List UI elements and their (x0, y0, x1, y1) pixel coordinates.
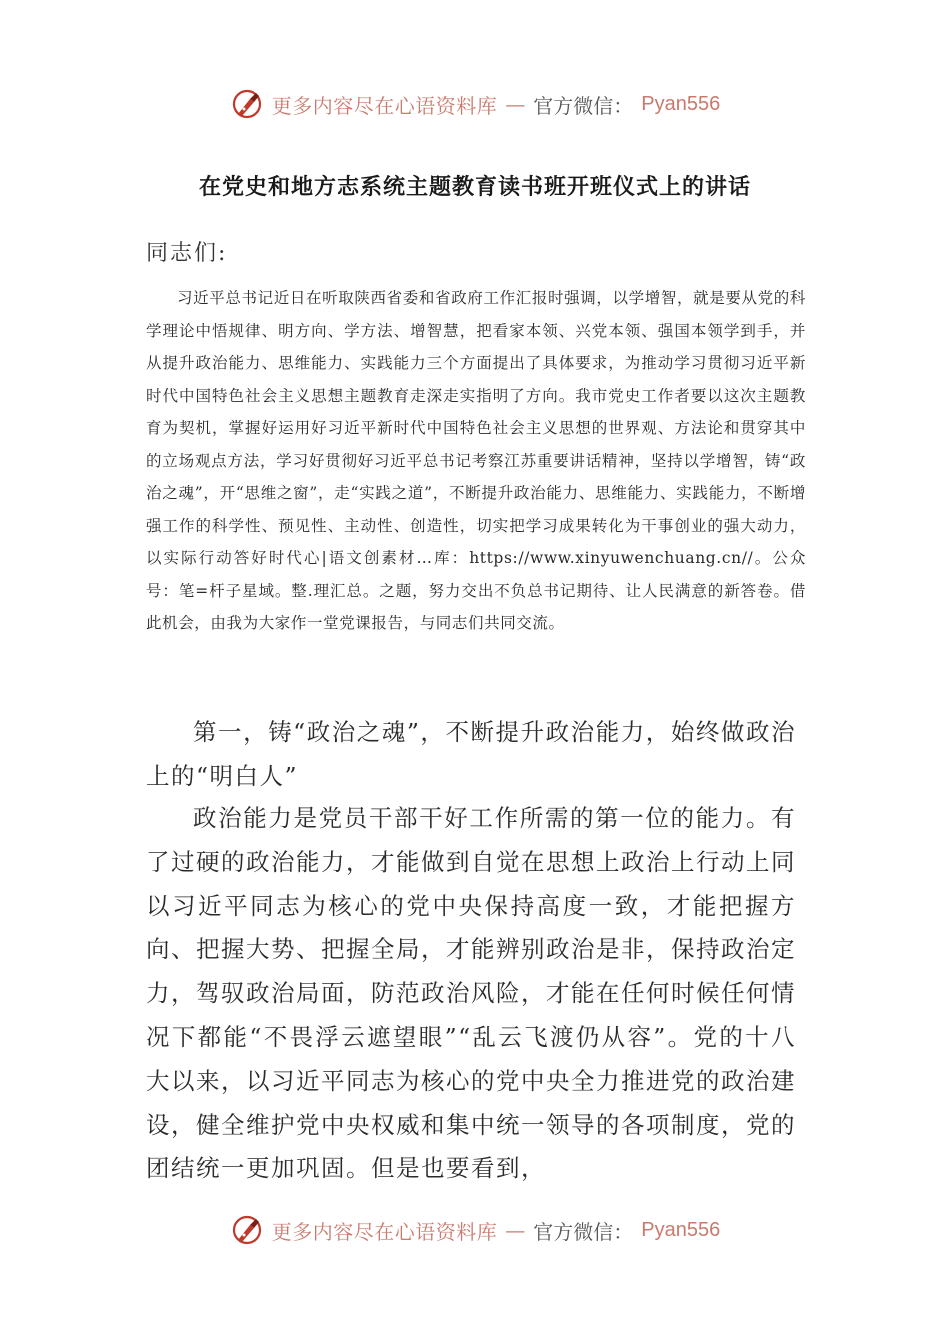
banner-dash: — (505, 1218, 526, 1242)
banner-main-text: 更多内容尽在心语资料库 (271, 1219, 498, 1244)
footer-banner (0, 1210, 950, 1250)
banner-main-text: 更多内容尽在心语资料库 (271, 93, 498, 118)
banner-dash: — (505, 92, 526, 116)
banner-account: Pyan556 (641, 1218, 721, 1241)
intro-paragraph: 习近平总书记近日在听取陕西省委和省政府工作汇报时强调，以学增智，就是要从党的科学理论中悟规律、明方向、学方法、增智慧，把看家本领、兴党本领、强国本领学到手，并从提升政治能力、思维能力、实践能力三个方面提出了具体要求，为推动学习贯彻习近平新时代中国特色社会主义思想主题教育走深走实指明了方向。我市党史工作者要以这次主题教育为契机，掌握好运用好习近平新时代中国特色社会主义思想的世界观、方法论和贯穿其中的立场观点方法，学习好贯彻好习近平总书记考察江苏重要讲话精神，坚持以学增智，铸“政治之魂”，开“思维之窗”，走“实践之道”，不断提升政治能力、思维能力、实践能力，不断增强工作的科学性、预见性、主动性、创造性，切实把学习成果转化为干事创业的强大动力，以实际行动答好时代心|语文创素材…库：https://www.xinyuwenchuang.cn//。公众号：笔=杆子星域。整.理汇总。之题，努力交出不负总书记期待、让人民满意的新答卷。借此机会，由我为大家作一堂党课报告，与同志们共同交流。 (146, 289, 806, 632)
banner-wechat-label: 官方微信： (533, 1219, 634, 1244)
document-title: 在党史和地方志系统主题教育读书班开班仪式上的讲话 (198, 175, 751, 200)
pen-nib-logo-icon (230, 1213, 264, 1247)
pen-nib-logo-icon (230, 87, 264, 121)
section-one-heading: 第一，铸“政治之魂”，不断提升政治能力，始终做政治上的“明白人” (146, 718, 796, 790)
banner-wechat-label: 官方微信： (533, 93, 634, 118)
salutation: 同志们: (146, 241, 228, 266)
banner-account: Pyan556 (641, 92, 721, 115)
header-banner (0, 84, 950, 124)
section-one-body: 政治能力是党员干部干好工作所需的第一位的能力。有了过硬的政治能力，才能做到自觉在思想上政治上行动上同以习近平同志为核心的党中央保持高度一致，才能把握方向、把握大势、把握全局，才能辨别政治是非，保持政治定力，驾驭政治局面，防范政治风险，才能在任何时候任何情况下都能“不畏浮云遮望眼”“乱云飞渡仍从容”。党的十八大以来，以习近平同志为核心的党中央全力推进党的政治建设，健全维护党中央权威和集中统一领导的各项制度，党的团结统一更加巩固。但是也要看到， (146, 804, 796, 1183)
